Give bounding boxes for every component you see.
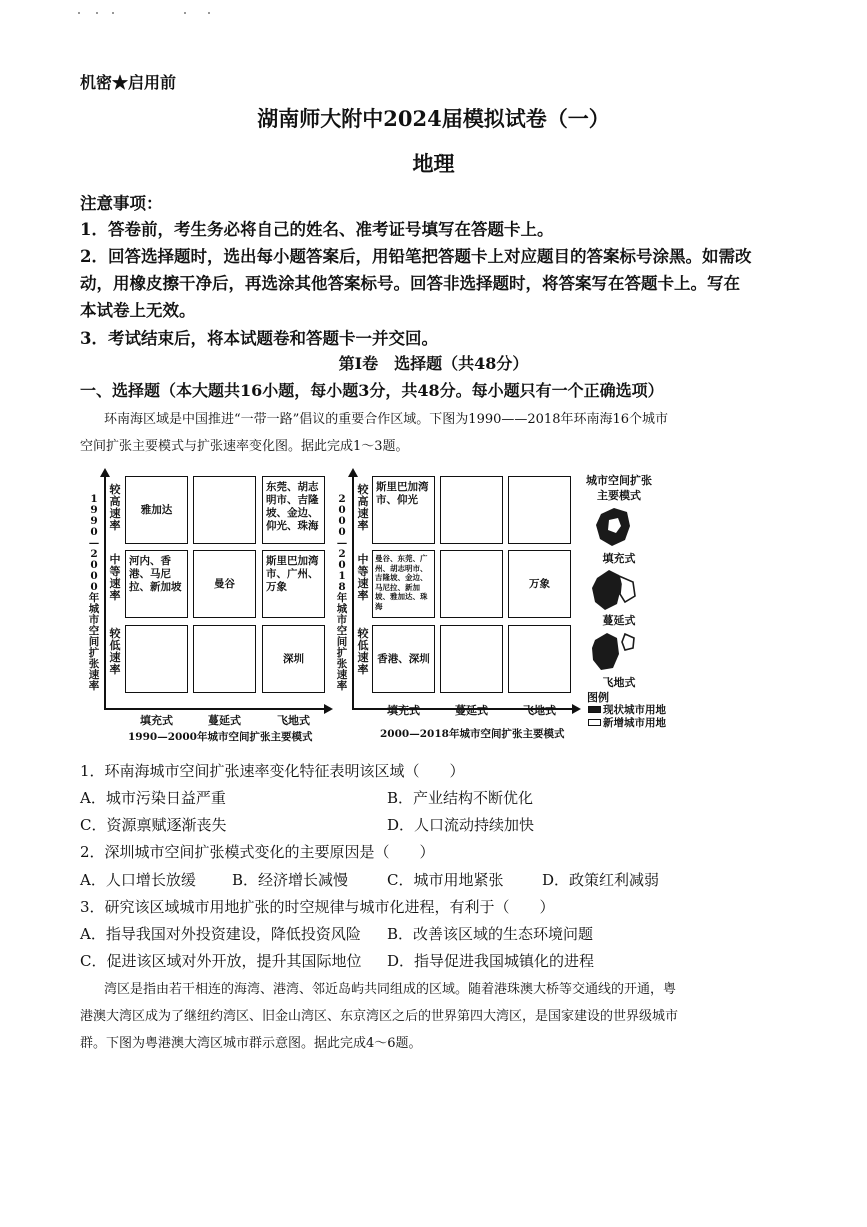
right-cell-mid-sprawl [440, 550, 503, 618]
question-2-stem: 2．深圳城市空间扩张模式变化的主要原因是（ ） [80, 843, 435, 861]
right-cell-low-enclave [508, 625, 571, 693]
notice-item-3: 3．考试结束后，将本试题卷和答题卡一并交回。 [80, 329, 438, 348]
left-cell-high-fill: 雅加达 [125, 476, 188, 544]
right-row-label-mid: 中等速率 [357, 553, 369, 602]
legend-new-swatch [588, 719, 601, 726]
question-3-option-d: D．指导促进我国城镇化的进程 [387, 952, 595, 970]
question-3-option-b: B．改善该区域的生态环境问题 [387, 925, 594, 943]
left-y-arrow [100, 468, 110, 477]
right-cell-high-fill: 斯里巴加湾市、仰光 [372, 476, 435, 544]
notice-item-2-line-3: 本试卷上无效。 [80, 301, 196, 320]
right-x-arrow [572, 704, 581, 714]
right-row-label-high: 较高速率 [357, 483, 369, 532]
confidential-label: 机密★启用前 [80, 73, 177, 92]
question-1-option-a: A．城市污染日益严重 [80, 789, 226, 807]
left-y-axis [104, 476, 106, 710]
section-heading: 一、选择题（本大题共16小题，每小题3分，共48分。每小题只有一个正确选项） [80, 381, 664, 400]
infill-mode-symbol [592, 504, 638, 552]
left-col-label-sprawl: 蔓延式 [208, 714, 241, 727]
right-cell-mid-enclave: 万象 [508, 550, 571, 618]
left-cell-low-sprawl [193, 625, 256, 693]
legend-mode-infill: 填充式 [602, 552, 636, 565]
question-3-stem: 3．研究该区域城市用地扩张的时空规律与城市化进程，有利于（ ） [80, 898, 555, 916]
intro-1-line-2: 空间扩张主要模式与扩张速率变化图。据此完成1～3题。 [80, 439, 409, 454]
left-cell-high-sprawl [193, 476, 256, 544]
question-2-option-d: D．政策红利减弱 [542, 871, 660, 889]
right-caption: 2000—2018年城市空间扩张主要模式 [380, 728, 565, 740]
right-axis-title: 2000—2018年城市空间扩张速率 [336, 493, 348, 692]
left-col-label-fill: 填充式 [140, 714, 173, 727]
question-3-option-a: A．指导我国对外投资建设，降低投资风险 [80, 925, 361, 943]
intro-1-line-1: 环南海区域是中国推进“一带一路”倡议的重要合作区域。下图为1990——2018年环南海16个城市 [104, 412, 669, 427]
right-y-arrow [348, 468, 358, 477]
exam-title: 湖南师大附中2024届模拟试卷（一） [257, 106, 610, 131]
left-caption: 1990—2000年城市空间扩张主要模式 [128, 731, 313, 743]
left-cell-high-enclave: 东莞、胡志明市、吉隆坡、金边、仰光、珠海 [262, 476, 325, 544]
question-1-option-d: D．人口流动持续加快 [387, 816, 535, 834]
notice-heading: 注意事项： [80, 194, 163, 213]
legend-title-2: 主要模式 [597, 489, 641, 502]
legend-new-label: 新增城市用地 [603, 717, 666, 729]
enclave-mode-symbol [589, 628, 639, 676]
urban-expansion-figure [84, 468, 684, 743]
left-cell-mid-sprawl: 曼谷 [193, 550, 256, 618]
question-2-option-c: C．城市用地紧张 [387, 871, 504, 889]
right-cell-high-sprawl [440, 476, 503, 544]
right-cell-low-fill: 香港、深圳 [372, 625, 435, 693]
question-3-option-c: C．促进该区域对外开放，提升其国际地位 [80, 952, 362, 970]
left-row-label-high: 较高速率 [109, 483, 121, 532]
left-cell-mid-enclave: 斯里巴加湾市、广州、万象 [262, 550, 325, 618]
right-col-label-enclave: 飞地式 [523, 704, 556, 717]
right-col-label-fill: 填充式 [387, 704, 420, 717]
right-cell-low-sprawl [440, 625, 503, 693]
legend-mode-sprawl: 蔓延式 [602, 614, 636, 627]
notice-item-2-line-2: 动，用橡皮擦干净后，再选涂其他答案标号。回答非选择题时，将答案写在答题卡上。写在 [80, 274, 740, 293]
left-row-label-low: 较低速率 [109, 627, 121, 676]
legend-existing-label: 现状城市用地 [603, 704, 666, 716]
left-row-label-mid: 中等速率 [109, 553, 121, 602]
question-2-option-b: B．经济增长减慢 [232, 871, 349, 889]
question-1-option-b: B．产业结构不断优化 [387, 789, 534, 807]
legend-label: 图例 [587, 691, 609, 704]
right-y-axis [352, 476, 354, 710]
part-title: 第Ⅰ卷 选择题（共48分） [338, 354, 529, 373]
question-1-stem: 1．环南海城市空间扩张速率变化特征表明该区域（ ） [80, 762, 465, 780]
right-cell-mid-fill: 曼谷、东莞、广州、胡志明市、吉隆坡、金边、马尼拉、新加坡、雅加达、珠海 [372, 550, 435, 618]
notice-item-2-line-1: 2．回答选择题时，选出每小题答案后，用铅笔把答题卡上对应题目的答案标号涂黑。如需改 [80, 247, 752, 266]
left-cell-low-fill [125, 625, 188, 693]
intro-2-line-2: 港澳大湾区成为了继纽约湾区、旧金山湾区、东京湾区之后的世界第四大湾区，是国家建设的世界级城市 [80, 1009, 679, 1024]
left-x-arrow [324, 704, 333, 714]
right-row-label-low: 较低速率 [357, 627, 369, 676]
left-col-label-enclave: 飞地式 [277, 714, 310, 727]
left-cell-mid-fill: 河内、香港、马尼拉、新加坡 [125, 550, 188, 618]
question-1-option-c: C．资源禀赋逐渐丧失 [80, 816, 227, 834]
question-2-option-a: A．人口增长放缓 [80, 871, 196, 889]
legend-title-1: 城市空间扩张 [586, 474, 652, 487]
legend-mode-enclave: 飞地式 [602, 676, 636, 689]
right-col-label-sprawl: 蔓延式 [455, 704, 488, 717]
intro-2-line-1: 湾区是指由若干相连的海湾、港湾、邻近岛屿共同组成的区域。随着港珠澳大桥等交通线的开通，粤 [104, 982, 677, 997]
legend-existing-swatch [588, 706, 601, 713]
left-x-axis [104, 708, 326, 710]
sprawl-mode-symbol [589, 566, 639, 614]
intro-2-line-3: 群。下图为粤港澳大湾区城市群示意图。据此完成4～6题。 [80, 1036, 422, 1051]
right-cell-high-enclave [508, 476, 571, 544]
subject-title: 地理 [412, 151, 455, 176]
left-axis-title: 1990—2000年城市空间扩张速率 [88, 493, 100, 692]
left-cell-low-enclave: 深圳 [262, 625, 325, 693]
notice-item-1: 1．答卷前，考生务必将自己的姓名、准考证号填写在答题卡上。 [80, 220, 554, 239]
